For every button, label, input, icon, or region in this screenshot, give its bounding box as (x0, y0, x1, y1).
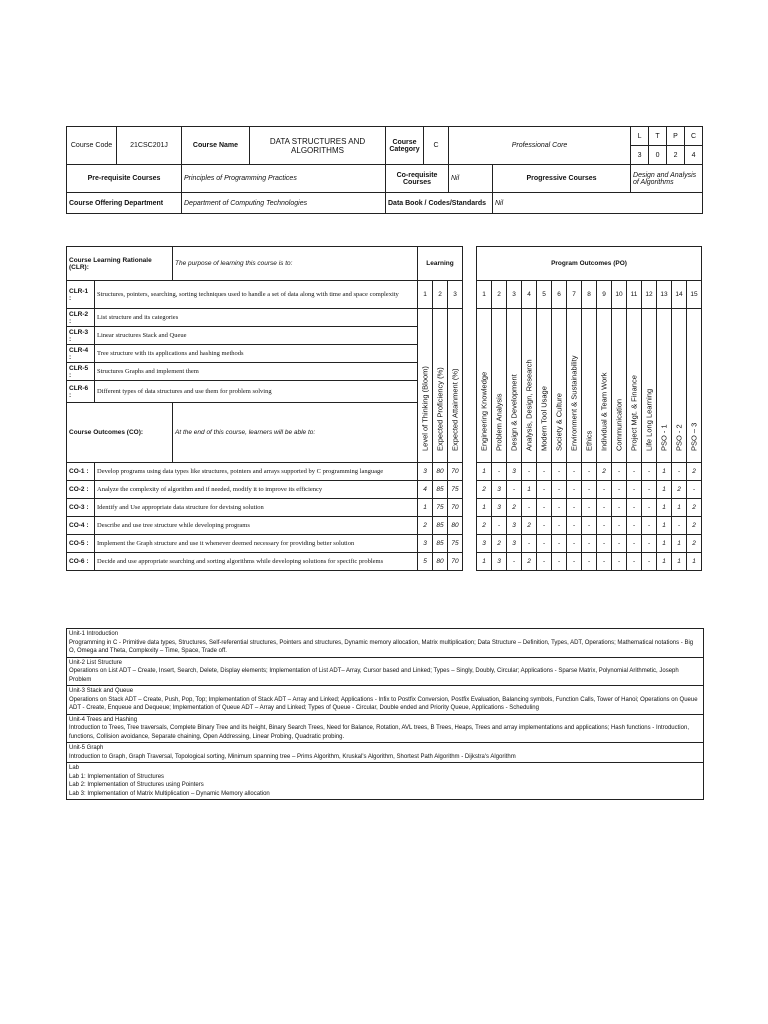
co-code: CO-2 : (67, 481, 95, 499)
co-po-value: - (567, 463, 582, 481)
co-po-value: - (597, 553, 612, 571)
unit-row (67, 686, 704, 715)
dept-label: Course Offering Department (67, 193, 182, 214)
co-po-value: - (522, 463, 537, 481)
co-po-value: 2 (672, 481, 687, 499)
ltpc-label-c: C (685, 127, 703, 146)
co-po-value: 1 (657, 535, 672, 553)
co-po-value: - (567, 535, 582, 553)
co-learning-value: 85 (433, 481, 448, 499)
unit-body: Introduction to Graph, Graph Traversal, Topological sorting, Minimum spanning tree – Prims Algorithm, Kruskal's Algorithm, Shortest Path Algorithm - Dijkstra's Algorithm (69, 753, 516, 760)
co-po-value: - (567, 481, 582, 499)
course-header-table (66, 126, 703, 214)
co-po-value: - (567, 553, 582, 571)
course-code-label: Course Code (67, 127, 117, 165)
co-po-value: - (582, 517, 597, 535)
dept-value: Department of Computing Technologies (182, 193, 386, 214)
course-name-label: Course Name (182, 127, 250, 165)
co-learning-value: 80 (433, 553, 448, 571)
co-po-value: - (537, 535, 552, 553)
unit-title: Unit-1 Introduction (69, 631, 119, 637)
course-category-label: Course Category (386, 127, 424, 165)
co-label: Course Outcomes (CO): (67, 403, 173, 463)
co-learning-value: 75 (448, 535, 463, 553)
co-po-value: 2 (522, 553, 537, 571)
co-po-value: 3 (492, 499, 507, 517)
co-po-value: 1 (477, 553, 492, 571)
co-po-value: - (597, 481, 612, 499)
co-po-value: - (627, 499, 642, 517)
co-po-value: - (672, 517, 687, 535)
co-po-value: 3 (492, 481, 507, 499)
co-text: Implement the Graph structure and use it whenever deemed necessary for providing better solution (95, 535, 418, 553)
co-po-value: 1 (657, 517, 672, 535)
co-po-value: - (552, 499, 567, 517)
learning-header: Expected Attainment (%) (448, 309, 463, 463)
co-po-value: - (672, 463, 687, 481)
po-num: 9 (597, 281, 612, 309)
co-po-value: - (492, 517, 507, 535)
po-header: PSO – 3 (687, 309, 702, 463)
unit-cell (67, 657, 704, 686)
syllabus-units-table (66, 628, 704, 800)
co-learning-value: 75 (448, 481, 463, 499)
co-po-value: - (612, 535, 627, 553)
co-po-value: - (582, 553, 597, 571)
co-po-value: 2 (477, 481, 492, 499)
clr-text: Linear structures Stack and Queue (95, 327, 418, 345)
co-po-value: - (642, 499, 657, 517)
unit-body: Programming in C - Primitive data types, Structures, Self-referential structures, Pointers and structures, Dynamic memory allocation, Matrix multiplication; Data Structure – Definition, Types, ADT, Operations; Mathematical notations - Big O, Omega and Theta, Complexity – Time, Space, Trade off. (69, 639, 694, 654)
co-po-value: - (582, 463, 597, 481)
po-header: Individual & Team Work (597, 309, 612, 463)
co-code: CO-3 : (67, 499, 95, 517)
unit-cell (67, 686, 704, 715)
co-learning-value: 85 (433, 535, 448, 553)
co-text: Describe and use tree structure while developing programs (95, 517, 418, 535)
co-learning-value: 2 (418, 517, 433, 535)
gap-cell (463, 553, 477, 571)
co-po-value: 1 (657, 463, 672, 481)
ltpc-value-l: 3 (631, 146, 649, 165)
unit-title: Unit-4 Trees and Hashing (69, 716, 138, 723)
po-num: 15 (687, 281, 702, 309)
unit-cell (67, 629, 704, 658)
co-po-value: - (537, 553, 552, 571)
po-num: 8 (582, 281, 597, 309)
co-po-value: 1 (672, 553, 687, 571)
clr-code: CLR-1 : (67, 281, 95, 309)
co-learning-value: 70 (448, 553, 463, 571)
co-text: Analyze the complexity of algorithm and if needed, modify it to improve its efficiency (95, 481, 418, 499)
co-po-value: - (612, 517, 627, 535)
po-header: Problem Analysis (492, 309, 507, 463)
gap-cell (463, 535, 477, 553)
co-po-value: - (612, 499, 627, 517)
co-text: Identify and Use appropriate data structure for devising solution (95, 499, 418, 517)
po-num: 3 (507, 281, 522, 309)
prereq-label: Pre-requisite Courses (67, 165, 182, 193)
co-po-value: 3 (507, 517, 522, 535)
unit-title: Lab (69, 765, 80, 771)
po-num: 5 (537, 281, 552, 309)
course-code: 21CSC201J (117, 127, 182, 165)
co-po-value: 1 (657, 481, 672, 499)
coreq-label: Co-requisite Courses (386, 165, 449, 193)
co-po-value: - (552, 535, 567, 553)
po-header: Analysis, Design, Research (522, 309, 537, 463)
po-num: 6 (552, 281, 567, 309)
co-po-value: - (582, 481, 597, 499)
co-code: CO-1 : (67, 463, 95, 481)
co-po-value: - (627, 463, 642, 481)
co-code: CO-5 : (67, 535, 95, 553)
ltpc-value-c: 4 (685, 146, 703, 165)
ltpc-label-p: P (667, 127, 685, 146)
learning-num: 2 (433, 281, 448, 309)
co-po-value: - (537, 499, 552, 517)
unit-body: Introduction to Trees, Tree traversals, Complete Binary Tree and its height, Binary Search Trees, Need for Balance, Rotation, AVL trees, B Trees, Heaps, Trees and array implementations and applications; Hash functions - Introduction, functions, Collision avoidance, Separate chaining, Open Addressing, Linear Probing, Quadratic probing. (69, 725, 689, 740)
co-po-value: - (612, 463, 627, 481)
co-po-value: 2 (597, 463, 612, 481)
co-po-value: - (552, 517, 567, 535)
co-po-value: - (597, 517, 612, 535)
co-po-value: - (522, 535, 537, 553)
po-header: Engineering Knowledge (477, 309, 492, 463)
co-po-value: 1 (687, 553, 702, 571)
co-learning-value: 3 (418, 535, 433, 553)
po-header: Society & Culture (552, 309, 567, 463)
po-header: Communication (612, 309, 627, 463)
co-po-value: 2 (492, 535, 507, 553)
coreq-value: Nil (449, 165, 493, 193)
po-header: PSO - 1 (657, 309, 672, 463)
co-row (67, 463, 702, 481)
co-po-value: - (597, 535, 612, 553)
co-row (67, 535, 702, 553)
clr-text: List structure and its categories (95, 309, 418, 327)
po-num: 12 (642, 281, 657, 309)
unit-title: Unit-5 Graph (69, 745, 104, 751)
co-po-value: 2 (687, 517, 702, 535)
clr-code: CLR-6 : (67, 381, 95, 403)
co-po-value: - (492, 463, 507, 481)
co-po-value: 1 (657, 553, 672, 571)
co-po-value: - (537, 481, 552, 499)
po-num: 14 (672, 281, 687, 309)
learning-num: 3 (448, 281, 463, 309)
unit-row (67, 714, 704, 743)
co-po-value: 2 (477, 517, 492, 535)
co-po-value: - (507, 481, 522, 499)
co-po-value: - (627, 517, 642, 535)
clr-text: Structures, pointers, searching, sorting techniques used to handle a set of data along with time and space complexity (95, 281, 418, 309)
unit-body: Operations on Stack ADT – Create, Push, Pop, Top; Implementation of Stack ADT – Array and Linked; Applications - Infix to Postfix Conversion, Postfix Evaluation, Balancing symbols, Function Calls, Tower of Hanoi; Operations on Queue ADT - Create, Enqueue and Dequeue; Implementation of Queue ADT – Array and Linked; Types of Queue - Circular, Double ended and Priority Queue, Applications - Scheduling (69, 696, 698, 711)
po-header: Environment & Sustainability (567, 309, 582, 463)
co-po-value: - (642, 517, 657, 535)
co-po-value: - (552, 481, 567, 499)
gap-cell (463, 309, 477, 463)
co-rows (67, 463, 702, 571)
co-po-value: - (597, 499, 612, 517)
co-po-value: 3 (492, 553, 507, 571)
clr-text: Tree structure with its applications and hashing methods (95, 345, 418, 363)
po-num: 10 (612, 281, 627, 309)
lab-line: Lab 2: Implementation of Structures using Pointers (69, 782, 204, 788)
co-row (67, 553, 702, 571)
co-row (67, 481, 702, 499)
co-learning-value: 80 (448, 517, 463, 535)
co-learning-value: 70 (448, 499, 463, 517)
learning-num: 1 (418, 281, 433, 309)
unit-cell (67, 743, 704, 763)
co-learning-value: 85 (433, 517, 448, 535)
co-po-value: - (507, 553, 522, 571)
co-po-value: - (612, 481, 627, 499)
co-po-value: - (627, 481, 642, 499)
clr-code: CLR-5 : (67, 363, 95, 381)
gap-cell (463, 481, 477, 499)
gap-cell (463, 281, 477, 309)
unit-row (67, 629, 704, 658)
co-po-value: 3 (507, 535, 522, 553)
po-header: Ethics (582, 309, 597, 463)
learning-header: Level of Thinking (Bloom) (418, 309, 433, 463)
co-po-value: 1 (522, 481, 537, 499)
prereq-value: Principles of Programming Practices (182, 165, 386, 193)
ltpc-value-t: 0 (649, 146, 667, 165)
unit-cell (67, 714, 704, 743)
unit-title: Unit-3 Stack and Queue (69, 688, 134, 694)
co-po-value: - (582, 535, 597, 553)
lab-line: Lab 1: Implementation of Structures (69, 773, 165, 780)
co-po-value: 2 (687, 499, 702, 517)
co-po-value: 1 (477, 499, 492, 517)
unit-title: Unit-2 List Structure (69, 659, 123, 666)
co-po-value: 3 (477, 535, 492, 553)
ltpc-value-p: 2 (667, 146, 685, 165)
gap-cell (463, 463, 477, 481)
gap-cell (463, 517, 477, 535)
clr-text: Structures Graphs and implement them (95, 363, 418, 381)
po-num: 4 (522, 281, 537, 309)
co-learning-value: 5 (418, 553, 433, 571)
co-po-value: - (687, 481, 702, 499)
learning-header: Expected Proficiency (%) (433, 309, 448, 463)
gap-cell (463, 247, 477, 281)
po-num: 2 (492, 281, 507, 309)
co-po-value: - (567, 517, 582, 535)
outcomes-table (66, 246, 702, 571)
co-text: Develop programs using data types like structures, pointers and arrays supported by C programming language (95, 463, 418, 481)
clr-code: CLR-3 : (67, 327, 95, 345)
unit-row (67, 657, 704, 686)
po-num: 11 (627, 281, 642, 309)
progressive-value: Design and Analysis of Algorithms (631, 165, 703, 193)
unit-row (67, 743, 704, 763)
lab-line: Lab 3: Implementation of Matrix Multiplication – Dynamic Memory allocation (69, 790, 270, 797)
co-po-value: - (612, 553, 627, 571)
po-num: 7 (567, 281, 582, 309)
co-po-value: 1 (657, 499, 672, 517)
co-po-value: 2 (687, 463, 702, 481)
co-po-value: 2 (522, 517, 537, 535)
co-learning-value: 4 (418, 481, 433, 499)
co-code: CO-6 : (67, 553, 95, 571)
co-po-value: 2 (507, 499, 522, 517)
po-header: Life Long Learning (642, 309, 657, 463)
co-po-value: - (642, 553, 657, 571)
po-num: 13 (657, 281, 672, 309)
course-category: C (424, 127, 449, 165)
po-header: Project Mgt. & Finance (627, 309, 642, 463)
clr-label: Course Learning Rationale (CLR): (67, 247, 173, 281)
co-po-value: - (552, 463, 567, 481)
po-label: Program Outcomes (PO) (477, 247, 702, 281)
co-po-value: - (567, 499, 582, 517)
unit-cell (67, 763, 704, 800)
clr-intro: The purpose of learning this course is to: (173, 247, 418, 281)
co-po-value: 1 (672, 499, 687, 517)
co-po-value: 3 (507, 463, 522, 481)
co-po-value: - (642, 463, 657, 481)
co-learning-value: 1 (418, 499, 433, 517)
co-text: Decide and use appropriate searching and sorting algorithms while developing solutions for specific problems (95, 553, 418, 571)
clr-text: Different types of data structures and use them for problem solving (95, 381, 418, 403)
po-num: 1 (477, 281, 492, 309)
po-header: Design & Development (507, 309, 522, 463)
co-learning-value: 3 (418, 463, 433, 481)
progressive-label: Progressive Courses (493, 165, 631, 193)
unit-row (67, 763, 704, 800)
co-learning-value: 70 (448, 463, 463, 481)
co-intro: At the end of this course, learners will be able to: (173, 403, 418, 463)
ltpc-label-t: T (649, 127, 667, 146)
co-row (67, 499, 702, 517)
co-po-value: 1 (477, 463, 492, 481)
clr-code: CLR-4 : (67, 345, 95, 363)
co-po-value: - (642, 481, 657, 499)
po-header: PSO - 2 (672, 309, 687, 463)
co-po-value: - (537, 463, 552, 481)
databook-label: Data Book / Codes/Standards (386, 193, 493, 214)
clr-code: CLR-2 : (67, 309, 95, 327)
gap-cell (463, 499, 477, 517)
co-learning-value: 75 (433, 499, 448, 517)
co-po-value: 2 (687, 535, 702, 553)
ltpc-label-l: L (631, 127, 649, 146)
unit-body: Operations on List ADT – Create, Insert, Search, Delete, Display elements; Implementation of List ADT– Array, Cursor based and Linked; Types – Singly, Doubly, Circular; Applications - Sparse Matrix, Polynomial Arithmetic, Joseph Problem (69, 668, 679, 683)
co-po-value: - (537, 517, 552, 535)
po-header: Modern Tool Usage (537, 309, 552, 463)
co-learning-value: 80 (433, 463, 448, 481)
co-po-value: - (627, 553, 642, 571)
co-po-value: - (627, 535, 642, 553)
co-po-value: - (582, 499, 597, 517)
course-name: DATA STRUCTURES AND ALGORITHMS (250, 127, 386, 165)
learning-label: Learning (418, 247, 463, 281)
co-po-value: - (642, 535, 657, 553)
co-po-value: 1 (672, 535, 687, 553)
databook-value: Nil (493, 193, 703, 214)
co-po-value: - (552, 553, 567, 571)
co-po-value: - (522, 499, 537, 517)
category-name: Professional Core (449, 127, 631, 165)
co-row (67, 517, 702, 535)
co-code: CO-4 : (67, 517, 95, 535)
